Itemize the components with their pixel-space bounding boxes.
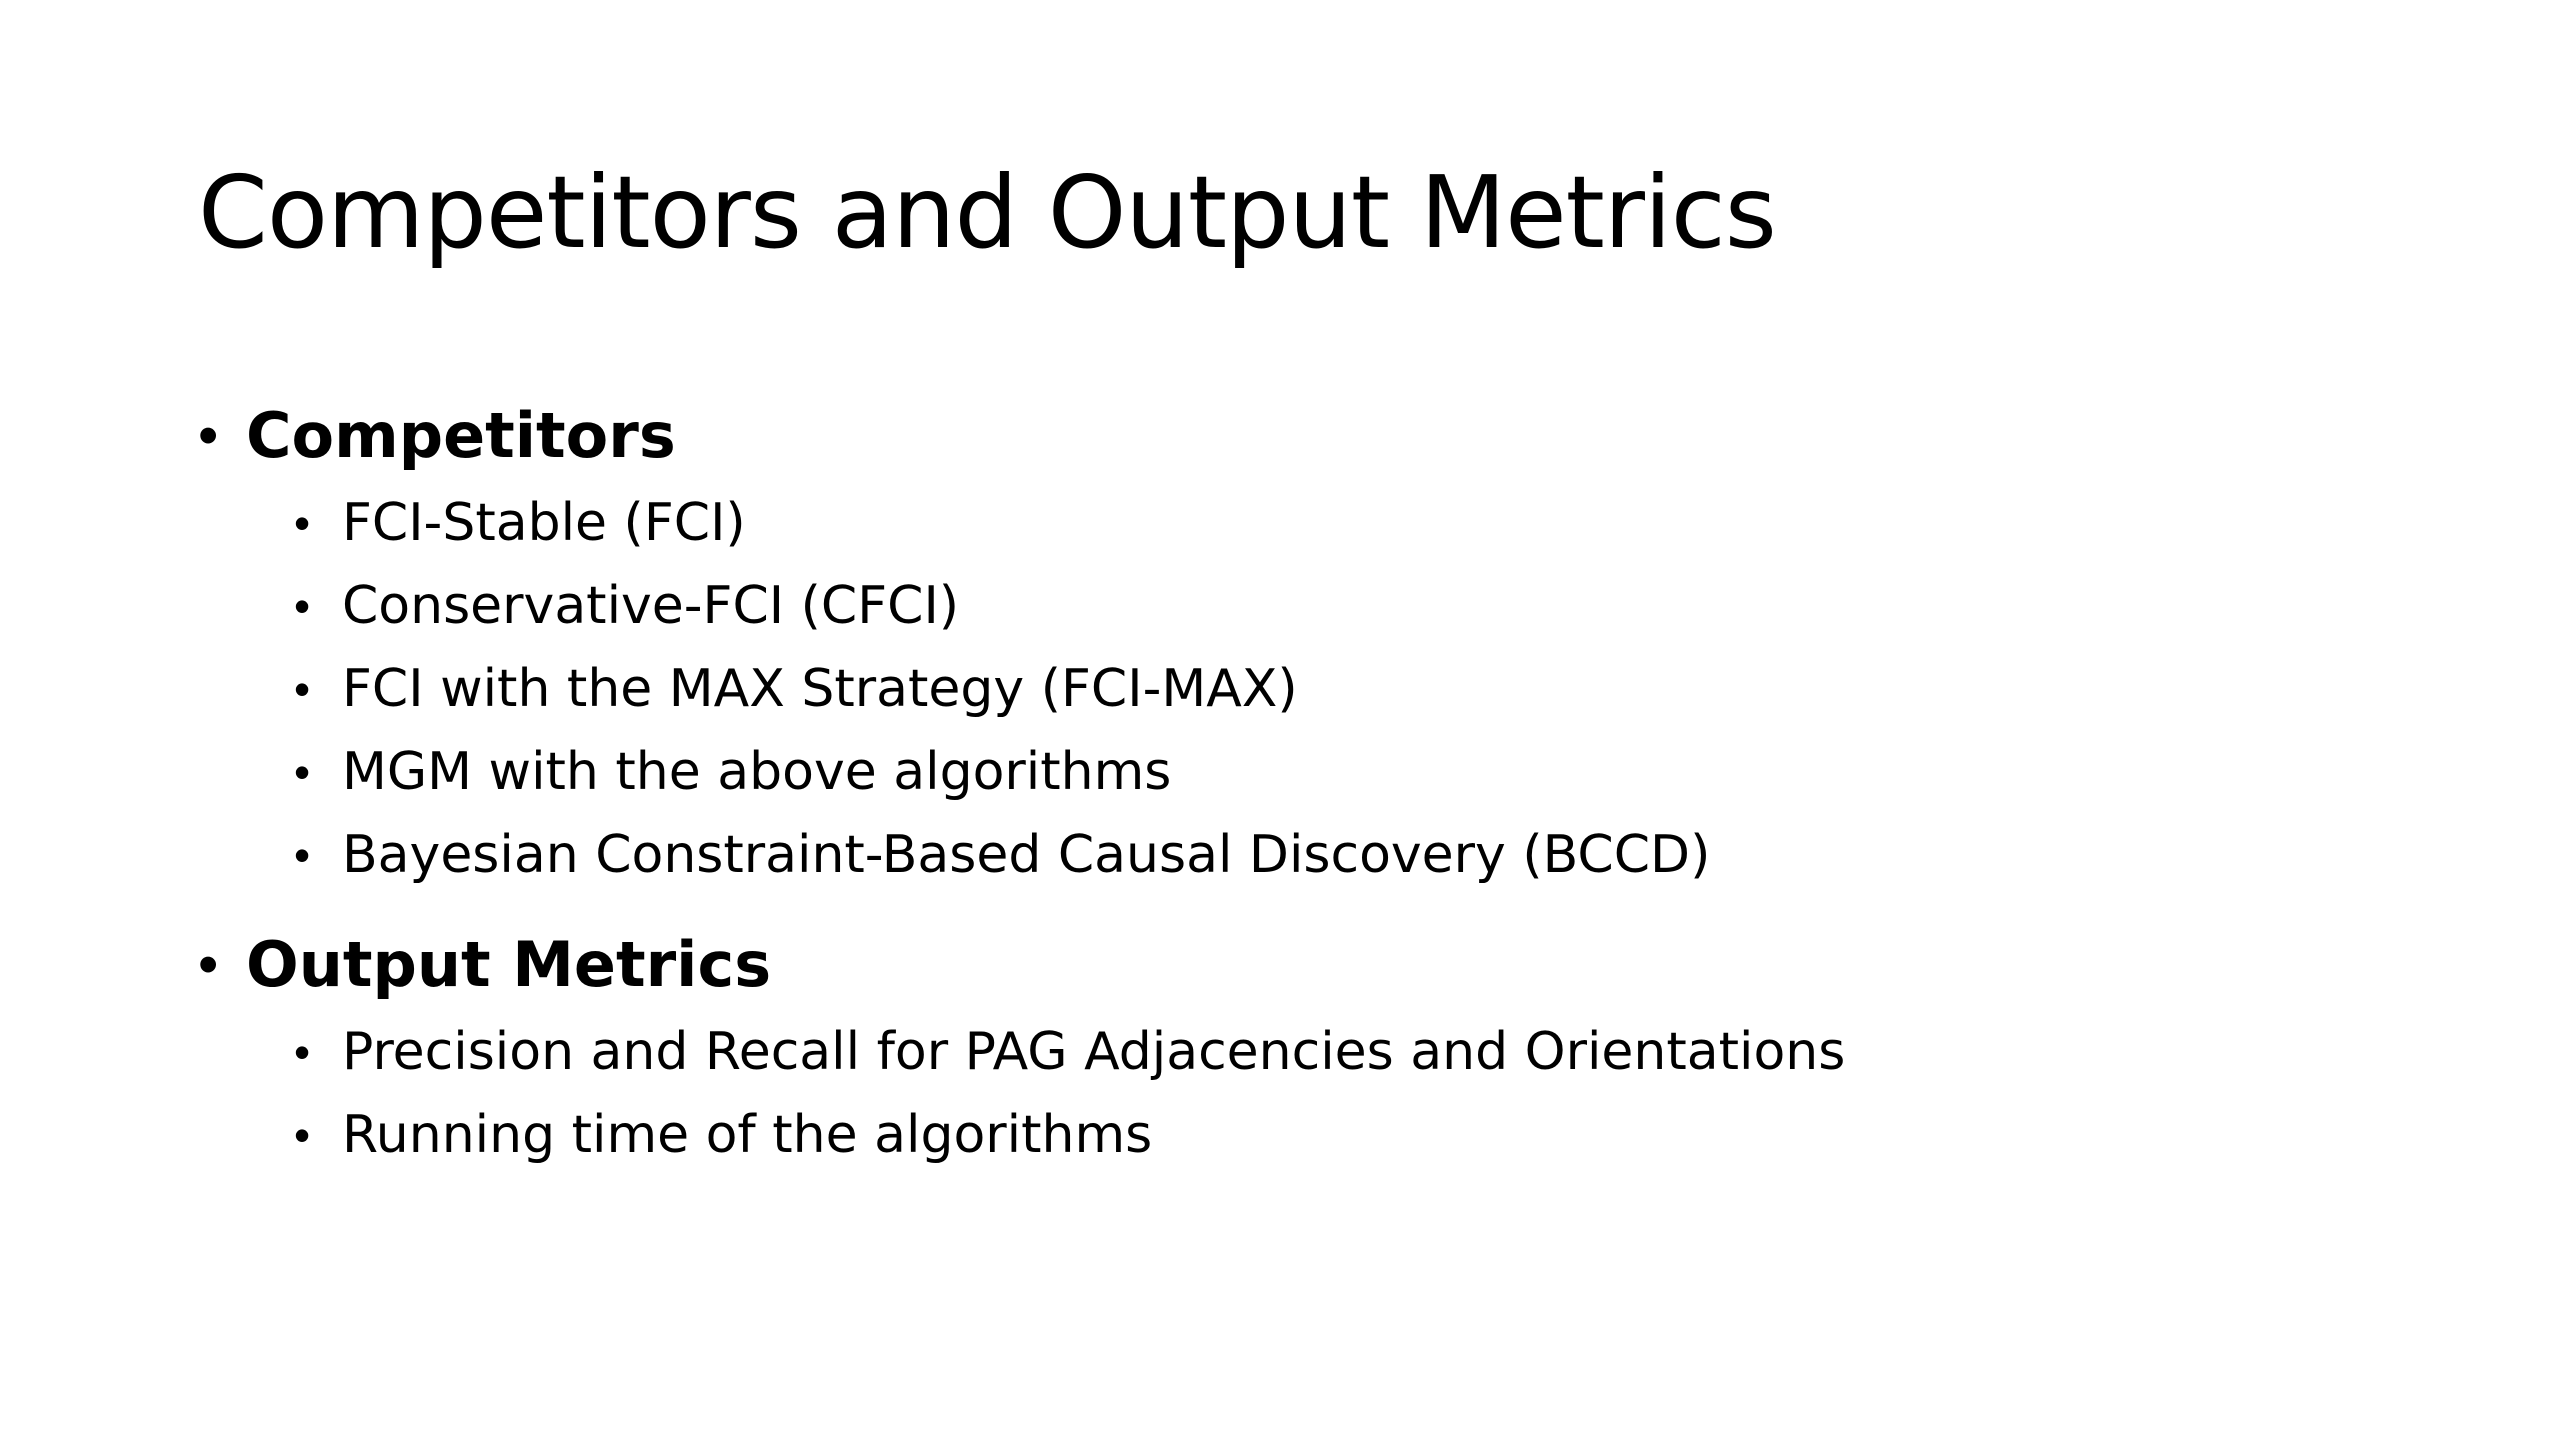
- bullet-icon: •: [198, 403, 219, 468]
- list-item-label: Running time of the algorithms: [342, 1105, 1153, 1165]
- list-item-label: Precision and Recall for PAG Adjacencies and Orientations: [342, 1022, 1846, 1082]
- bullet-icon: •: [294, 580, 311, 632]
- list-item-label: FCI with the MAX Strategy (FCI-MAX): [342, 659, 1298, 719]
- slide-content: [198, 390, 2398, 1199]
- bullet-icon: •: [294, 746, 311, 798]
- list-item: [294, 731, 2398, 814]
- bullet-icon: •: [294, 497, 311, 549]
- list-item: [294, 1094, 2398, 1177]
- competitors-list: [198, 482, 2398, 897]
- slide-title: Competitors and Output Metrics: [198, 154, 1776, 271]
- list-item: [294, 648, 2398, 731]
- section-header: [198, 390, 2398, 482]
- bullet-icon: •: [198, 932, 219, 997]
- output-metrics-list: [198, 1011, 2398, 1177]
- list-item: [294, 814, 2398, 897]
- section-competitors: [198, 390, 2398, 897]
- list-item: [294, 482, 2398, 565]
- section-label-output-metrics: Output Metrics: [246, 928, 772, 1001]
- list-item-label: MGM with the above algorithms: [342, 742, 1172, 802]
- list-item: [294, 565, 2398, 648]
- section-output-metrics: [198, 919, 2398, 1177]
- bullet-icon: •: [294, 1109, 311, 1161]
- list-item: [294, 1011, 2398, 1094]
- list-item-label: Bayesian Constraint-Based Causal Discovery (BCCD): [342, 825, 1711, 885]
- bullet-icon: •: [294, 663, 311, 715]
- list-item-label: Conservative-FCI (CFCI): [342, 576, 960, 636]
- section-label-competitors: Competitors: [246, 399, 676, 472]
- bullet-icon: •: [294, 1026, 311, 1078]
- bullet-icon: •: [294, 829, 311, 881]
- list-item-label: FCI-Stable (FCI): [342, 493, 746, 553]
- section-header: [198, 919, 2398, 1011]
